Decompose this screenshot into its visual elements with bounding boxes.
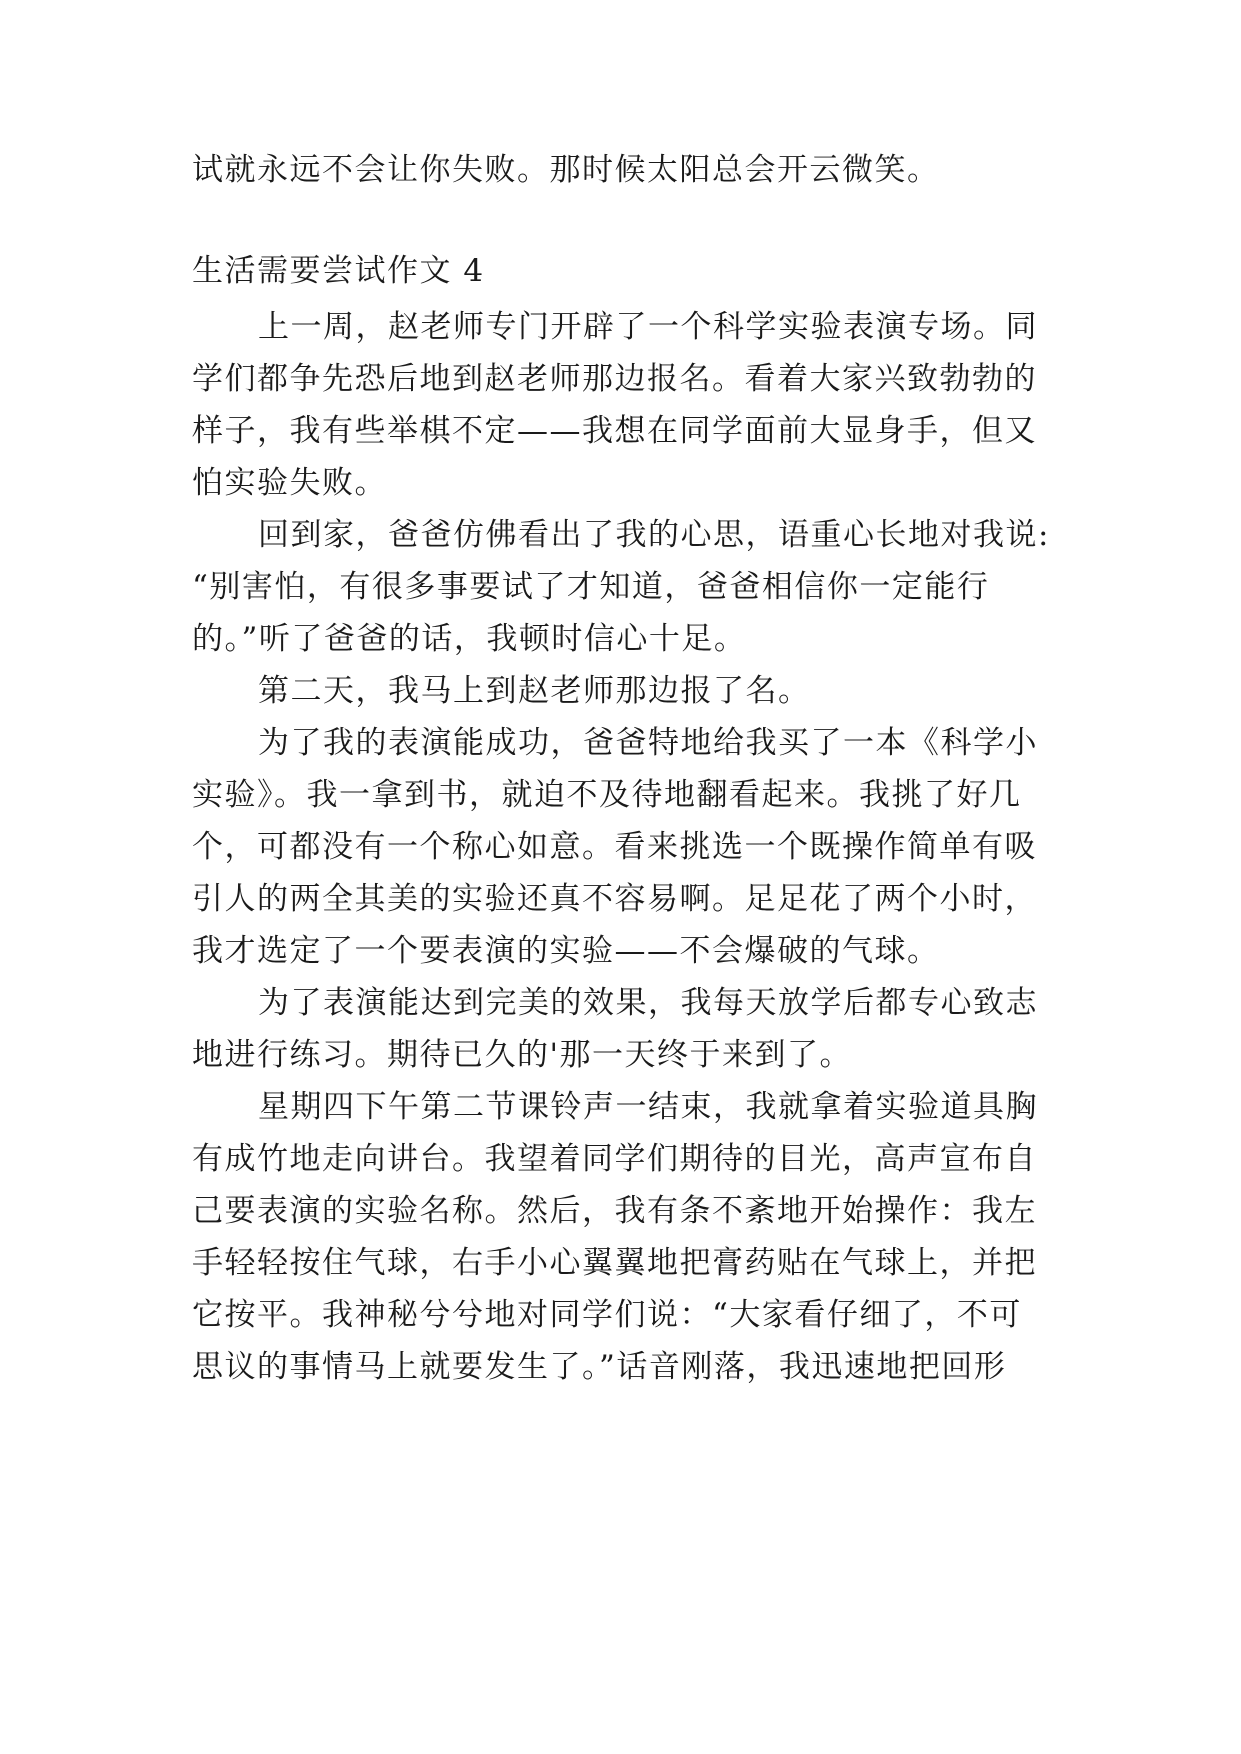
text-line: “别害怕，有很多事要试了才知道，爸爸相信你一定能行	[192, 569, 990, 605]
text-line: 实验》。我一拿到书，就迫不及待地翻看起来。我挑了好几	[192, 777, 1022, 813]
section-heading: 生活需要尝试作文 4	[192, 253, 485, 289]
text-line: 试就永远不会让你失败。那时候太阳总会开云微笑。	[192, 152, 940, 188]
paragraph-first-line: 为了我的表演能成功，爸爸特地给我买了一本《科学小	[258, 725, 1038, 761]
text-line: 学们都争先恐后地到赵老师那边报名。看着大家兴致勃勃的	[192, 361, 1037, 397]
text-line: 有成竹地走向讲台。我望着同学们期待的目光，高声宣布自	[192, 1141, 1037, 1177]
text-line: 手轻轻按住气球，右手小心翼翼地把膏药贴在气球上，并把	[192, 1245, 1037, 1281]
paragraph-first-line: 上一周，赵老师专门开辟了一个科学实验表演专场。同	[258, 309, 1038, 345]
text-line: 的。”听了爸爸的话，我顿时信心十足。	[192, 621, 747, 657]
text-line: 怕实验失败。	[192, 465, 387, 501]
text-line: 它按平。我神秘兮兮地对同学们说：“大家看仔细了，不可	[192, 1297, 1022, 1333]
text-line: 我才选定了一个要表演的实验——不会爆破的气球。	[192, 933, 940, 969]
paragraph-first-line: 第二天，我马上到赵老师那边报了名。	[258, 673, 811, 709]
text-line: 引人的两全其美的实验还真不容易啊。足足花了两个小时，	[192, 881, 1037, 917]
paragraph-first-line: 星期四下午第二节课铃声一结束，我就拿着实验道具胸	[258, 1089, 1038, 1125]
text-line: 己要表演的实验名称。然后，我有条不紊地开始操作：我左	[192, 1193, 1037, 1229]
text-line: 个，可都没有一个称心如意。看来挑选一个既操作简单有吸	[192, 829, 1037, 865]
text-line: 样子，我有些举棋不定——我想在同学面前大显身手，但又	[192, 413, 1037, 449]
paragraph-first-line: 为了表演能达到完美的效果，我每天放学后都专心致志	[258, 985, 1038, 1021]
text-line: 思议的事情马上就要发生了。”话音刚落，我迅速地把回形	[192, 1349, 1007, 1385]
text-line: 地进行练习。期待已久的'那一天终于来到了。	[192, 1037, 853, 1073]
paragraph-first-line: 回到家，爸爸仿佛看出了我的心思，语重心长地对我说:	[258, 517, 1050, 553]
